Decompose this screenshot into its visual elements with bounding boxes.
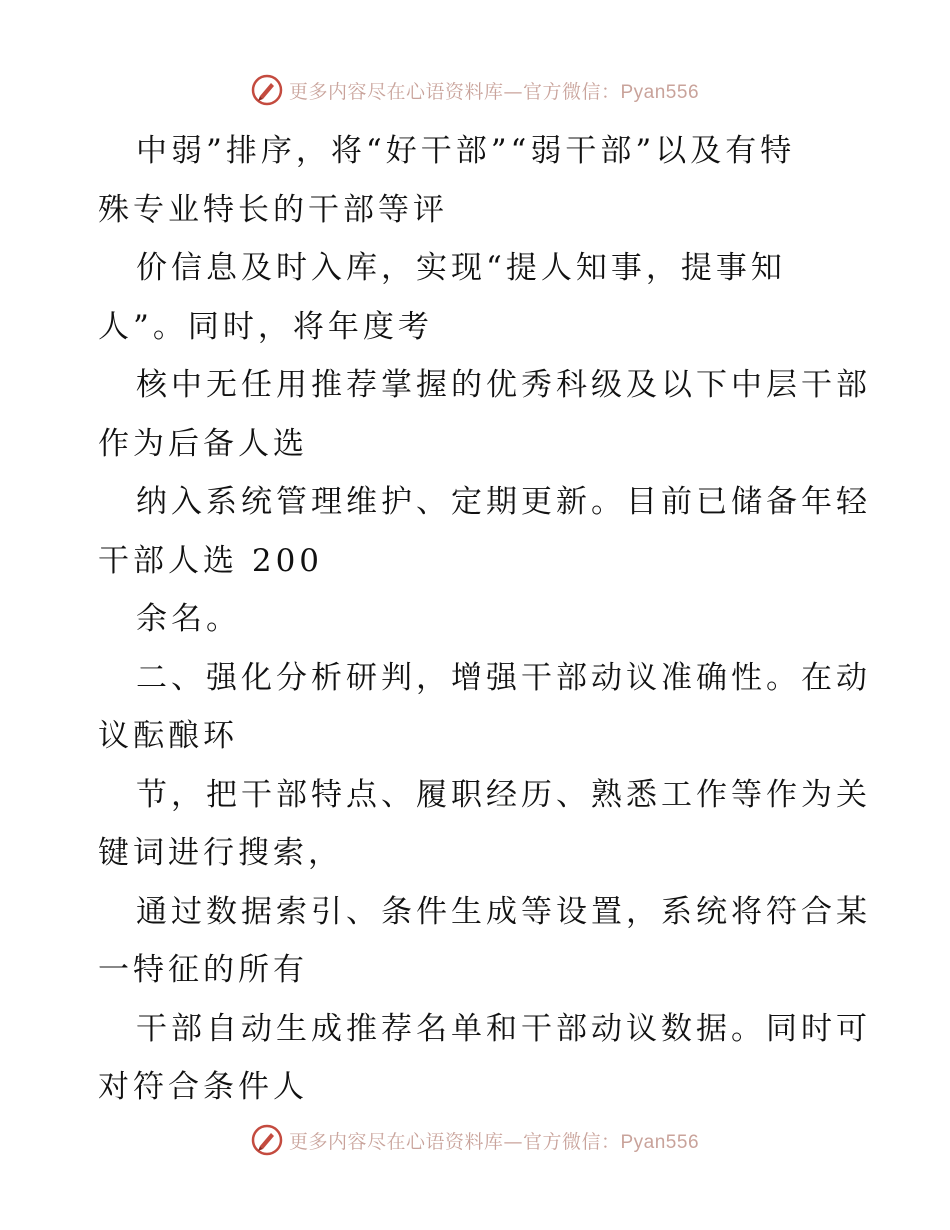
text-line: 一特征的所有 xyxy=(98,952,308,988)
wechat-id: Pyan556 xyxy=(620,1131,700,1153)
text-line: 节，把干部特点、履职经历、熟悉工作等作为关 xyxy=(136,776,871,813)
banner-text: 更多内容尽在心语资料库—官方微信：Pyan556 xyxy=(288,1130,700,1153)
text-line: 价信息及时入库，实现“提人知事，提事知 xyxy=(136,250,786,286)
text-line: 作为后备人选 xyxy=(98,425,308,462)
pen-logo-icon xyxy=(251,1124,283,1156)
text-line: 核中无任用推荐掌握的优秀科级及以下中层干部 xyxy=(136,367,871,403)
text-line: 中弱”排序，将“好干部”“弱干部”以及有特 xyxy=(136,133,796,169)
text-line: 通过数据索引、条件生成等设置，系统将符合某 xyxy=(136,893,871,930)
text-line: 余名。 xyxy=(136,601,241,637)
text-line: 纳入系统管理维护、定期更新。目前已储备年轻 xyxy=(136,484,871,520)
document-body xyxy=(98,122,878,1117)
footer-banner xyxy=(0,1120,950,1160)
banner-text: 更多内容尽在心语资料库—官方微信：Pyan556 xyxy=(288,80,700,103)
text-line: 人”。同时，将年度考 xyxy=(98,308,433,345)
header-banner xyxy=(0,70,950,110)
text-line: 殊专业特长的干部等评 xyxy=(98,191,448,228)
text-line: 对符合条件人 xyxy=(98,1069,308,1105)
wechat-id: Pyan556 xyxy=(620,81,700,103)
text-line: 议酝酿环 xyxy=(98,718,238,754)
pen-logo-icon xyxy=(251,74,283,106)
text-line: 二、强化分析研判，增强干部动议准确性。在动 xyxy=(136,659,871,696)
text-line: 干部自动生成推荐名单和干部动议数据。同时可 xyxy=(136,1010,871,1047)
text-line: 干部人选 200 xyxy=(98,542,324,579)
text-line: 键词进行搜索， xyxy=(98,835,343,871)
